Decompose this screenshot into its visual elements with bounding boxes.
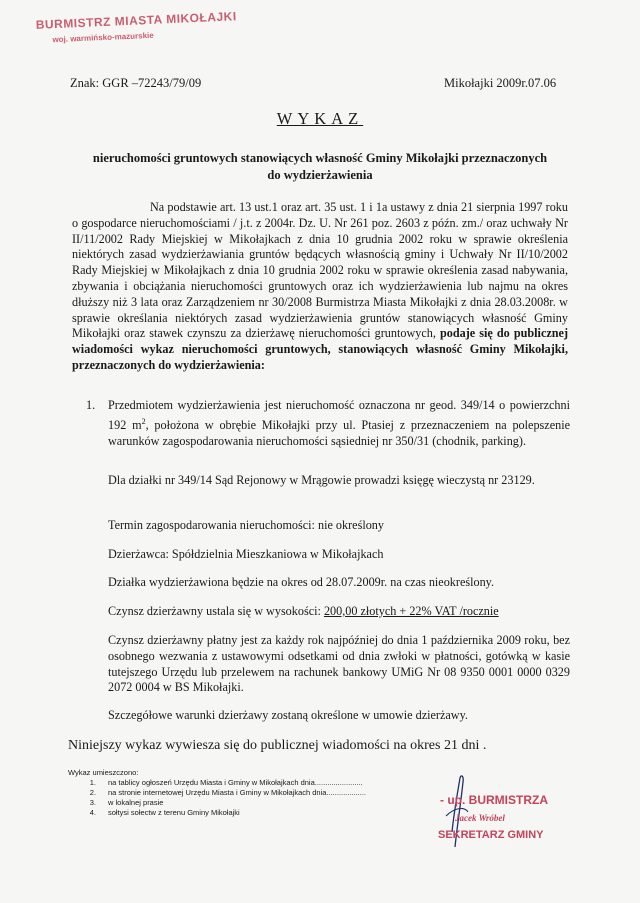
item-paragraph-6 (108, 604, 570, 620)
item-number: 1. (86, 398, 96, 412)
document-title: WYKAZ (276, 109, 364, 128)
signature-stamp-role: SEKRETARZ GMINY (438, 829, 544, 841)
list-item: 4. sołtysi sołectw z terenu Gminy Mikołajki (89, 808, 240, 817)
signature-stamp-name: Jacek Wróbel (455, 813, 505, 823)
item-paragraph-4: Dzierżawca: Spółdzielnia Mieszkaniowa w Mikołajkach (108, 547, 384, 561)
stamp-line-2: woj. warmińsko-mazurskie (52, 30, 154, 45)
rent-amount: 200,00 złotych + 22% VAT /rocznie (323, 604, 499, 618)
list-item: 3. w lokalnej prasie (89, 798, 164, 807)
item-paragraph-1 (108, 398, 570, 449)
distribution-list (68, 768, 366, 818)
item-paragraph-3: Termin zagospodarowania nieruchomości: nie określony (108, 518, 384, 532)
subtitle-line-1: nieruchomości gruntowych stanowiących własność Gminy Mikołajki przeznaczonych (92, 151, 548, 165)
closing-statement: Niniejszy wykaz wywiesza się do publicznej wiadomości na okres 21 dni . (68, 738, 487, 753)
item-paragraph-7: Czynsz dzierżawny płatny jest za każdy rok najpóźniej do dnia 1 października 2009 roku, bez osobnego wezwania z ustawowymi odsetkami od dnia zwłoki w płatności, gotówką w kasie tutejszego Urzędu lub przelewem na rachunek bankowy UMiG Nr 08 9350 0001 0000 0329 2072 0004 w BS Mikołajki. (108, 633, 570, 695)
official-stamp (35, 9, 237, 45)
signature-stamp-title: - up. BURMISTRZA (440, 793, 548, 807)
subtitle-line-2: do wydzierżawienia (267, 168, 373, 182)
item-paragraph-2: Dla działki nr 349/14 Sąd Rejonowy w Mrągowie prowadzi księgę wieczystą nr 23129. (108, 473, 535, 487)
intro-text: Na podstawie art. 13 ust.1 oraz art. 35 ust. 1 i 1a ustawy z dnia 21 sierpnia 1997 roku o gospodarce nieruchomościami / j.t. z 2004r. Dz. U. Nr 261 poz. 2603 z późn. zm./ oraz uchwały Nr II/11/2002 Rady Miejskiej w Mikołajkach z dnia 10 grudnia 2002 roku w sprawie określenia niektórych zasad wydzierżawiania gruntów będących własnością gminy i Uchwały Nr II/10/2002 Rady Miejskiej w Mikołajkach z dnia 10 grudnia 2002 roku w sprawie określenia zasad nabywania, zbywania i obciążania nieruchomości gruntowych oraz ich wydzierżawienia lub najmu na okres dłuższy niż 3 lata oraz Zarządzeniem nr 30/2008 Burmistrza Miasta Mikołajki z dnia 28.03.2008r. w sprawie określania niektórych zasad wydzierżawienia gruntów stanowiących własność Gminy Mikołajki oraz stawek czynszu za dzierżawę nieruchomości gruntowych, (72, 200, 568, 341)
item-p1-text: Przedmiotem wydzierżawienia jest nieruchomość oznaczona nr geod. 349/14 o powierzchni 192 m (108, 398, 570, 432)
document-subtitle (60, 150, 580, 184)
reference-number: Znak: GGR –72243/79/09 (70, 76, 202, 90)
distribution-heading: Wykaz umieszczono: (68, 768, 139, 777)
intro-paragraph (72, 200, 568, 374)
area-superscript: 2 (141, 416, 146, 426)
stamp-line-1: BURMISTRZ MIASTA MIKOŁAJKI (35, 9, 237, 32)
document-date: Mikołajki 2009r.07.06 (444, 76, 557, 90)
item-paragraph-5: Działka wydzierżawiona będzie na okres od 28.07.2009r. na czas nieokreślony. (108, 575, 495, 589)
rent-label: Czynsz dzierżawny ustala się w wysokości: (108, 604, 324, 618)
intro-bold-text: podaje się do publicznej wiadomości wykaz nieruchomości gruntowych, stanowiących własność Gminy Mikołajki, przeznaczonych do wydzierżawienia: (72, 326, 569, 372)
item-p1-text-rest: , położona w obrębie Mikołajki przy ul. Ptasiej z przeznaczeniem na polepszenie warunków zagospodarowania nieruchomości sąsiedniej nr 350/31 (chodnik, parking). (108, 417, 570, 448)
list-item: 2. na stronie internetowej Urzędu Miasta i Gminy w Mikołajkach dnia................... (89, 788, 367, 797)
list-item: 1. na tablicy ogłoszeń Urzędu Miasta i Gminy w Mikołajkach dnia....................... (89, 778, 363, 787)
item-paragraph-8: Szczegółowe warunki dzierżawy zostaną określone w umowie dzierżawy. (108, 708, 468, 722)
